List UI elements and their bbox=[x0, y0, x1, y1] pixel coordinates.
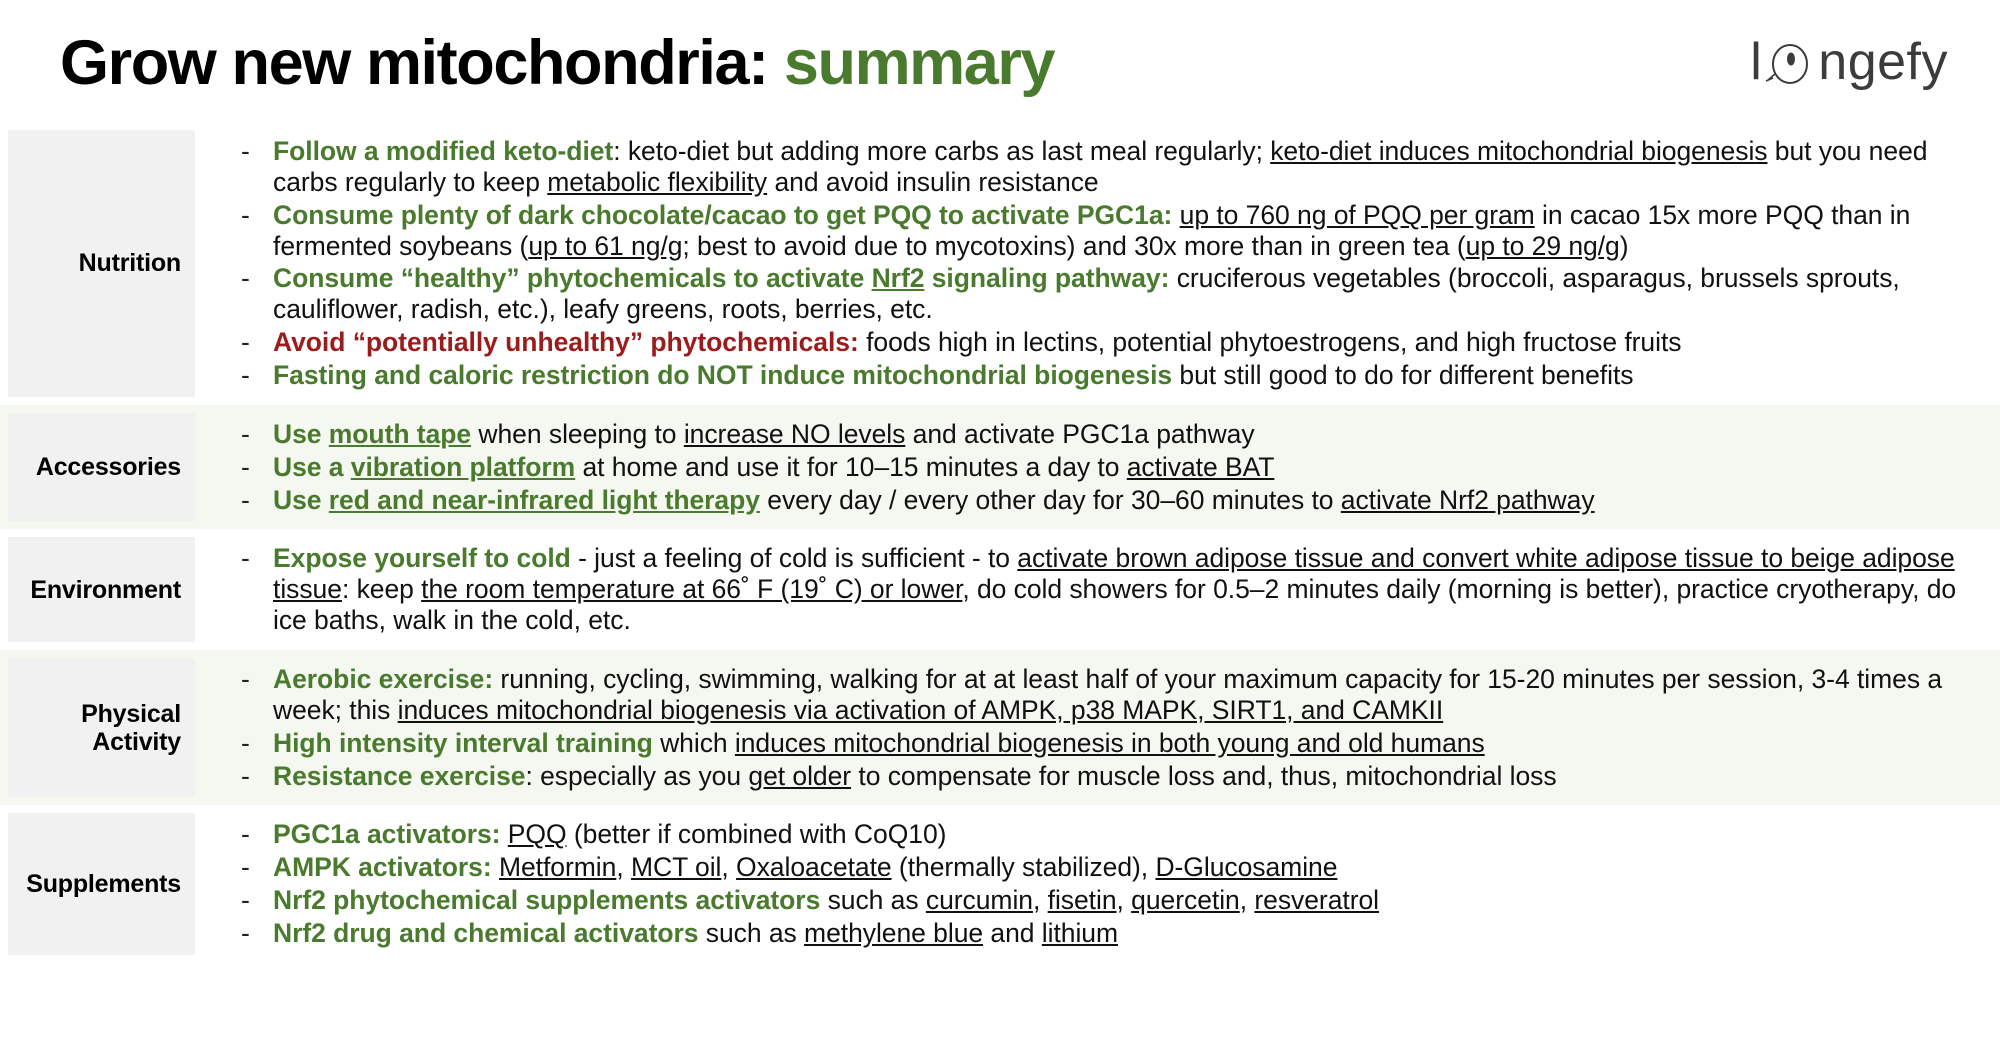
text-segment bbox=[500, 819, 507, 849]
text-segment[interactable]: up to 29 ng/g bbox=[1465, 230, 1620, 261]
text-segment[interactable]: Nrf2 bbox=[871, 263, 925, 294]
text-segment[interactable]: curcumin bbox=[925, 885, 1033, 916]
text-segment: at home and use it for 10–15 minutes a day to bbox=[575, 451, 1127, 482]
bullet-item-avoid bbox=[229, 327, 1984, 358]
bullet-item-keto bbox=[229, 136, 1984, 198]
text-segment: such as bbox=[820, 885, 926, 916]
section-content-cell bbox=[211, 650, 2000, 805]
text-segment[interactable]: up to 61 ng/g bbox=[528, 230, 683, 261]
text-segment bbox=[492, 852, 499, 882]
text-segment: (better if combined with CoQ10) bbox=[566, 819, 947, 850]
text-segment: in cacao 15x more PQQ than in fermented soybeans ( bbox=[273, 199, 1911, 261]
section-label: Accessories bbox=[35, 453, 181, 482]
bullet-item-resistance bbox=[229, 761, 1984, 792]
text-segment: Use bbox=[273, 484, 329, 515]
text-segment: , bbox=[1032, 885, 1048, 916]
text-segment: running, cycling, swimming, walking for at at least half of your maximum capacity for 15-20 minutes per session, 3-4 times a week; this bbox=[273, 664, 1943, 725]
text-segment: : keto-diet but adding more carbs as last meal regularly; bbox=[613, 136, 1271, 166]
bullet-item-cacao bbox=[229, 200, 1984, 262]
section-row bbox=[0, 529, 2000, 650]
text-segment: and bbox=[983, 918, 1042, 949]
text-segment: such as bbox=[698, 918, 805, 949]
section-label-cell bbox=[0, 405, 211, 530]
text-segment: Expose yourself to cold bbox=[273, 543, 571, 574]
text-segment[interactable]: the room temperature at 66˚ F (19˚ C) or lower bbox=[421, 574, 963, 605]
bullet-item-aerobic bbox=[229, 664, 1984, 726]
text-segment[interactable]: metabolic flexibility bbox=[547, 166, 768, 197]
bullet-item-fasting bbox=[229, 360, 1984, 391]
text-segment[interactable]: mouth tape bbox=[328, 418, 472, 449]
text-segment: Follow a modified keto-diet bbox=[273, 136, 614, 166]
section-label: Environment bbox=[30, 575, 181, 604]
section-label-cell bbox=[0, 529, 211, 650]
text-segment: Consume plenty of dark chocolate/cacao to get PQQ to activate PGC1a: bbox=[273, 199, 1173, 230]
text-segment[interactable]: induces mitochondrial biogenesis via activation of AMPK, p38 MAPK, SIRT1, and CAMKII bbox=[397, 694, 1444, 725]
text-segment[interactable]: induces mitochondrial biogenesis in both young and old humans bbox=[734, 727, 1485, 758]
text-segment: when sleeping to bbox=[471, 418, 684, 449]
page-title bbox=[60, 27, 1055, 98]
bullet-list bbox=[229, 136, 1984, 391]
text-segment: and activate PGC1a pathway bbox=[905, 418, 1255, 449]
text-segment[interactable]: activate Nrf2 pathway bbox=[1340, 484, 1595, 515]
text-segment: every day / every other day for 30–60 minutes to bbox=[759, 484, 1341, 515]
text-segment: but still good to do for different benefits bbox=[1172, 360, 1634, 391]
section-label-cell bbox=[0, 805, 211, 962]
section-content-cell bbox=[211, 122, 2000, 405]
text-segment[interactable]: red and near-infrared light therapy bbox=[328, 484, 760, 515]
text-segment[interactable]: up to 760 ng of PQQ per gram bbox=[1179, 199, 1535, 230]
text-segment[interactable]: increase NO levels bbox=[683, 418, 906, 449]
text-segment: signaling pathway: bbox=[924, 263, 1170, 294]
text-segment: PGC1a activators: bbox=[273, 819, 501, 850]
bullet-item-nrf2-drug bbox=[229, 918, 1984, 949]
text-segment[interactable]: get older bbox=[748, 760, 852, 791]
section-content-cell bbox=[211, 529, 2000, 650]
text-segment[interactable]: activate brown adipose tissue and convert white adipose tissue to beige adipose tissue bbox=[273, 543, 1955, 605]
text-segment: Use bbox=[273, 418, 329, 449]
text-segment[interactable]: resveratrol bbox=[1254, 885, 1380, 916]
text-segment[interactable]: vibration platform bbox=[350, 451, 576, 482]
text-segment: Aerobic exercise: bbox=[273, 664, 494, 695]
section-label-box bbox=[8, 537, 195, 642]
bullet-list bbox=[229, 543, 1984, 636]
bullet-item-nrf2-food bbox=[229, 263, 1984, 325]
summary-table bbox=[0, 122, 2000, 963]
section-row bbox=[0, 805, 2000, 962]
text-segment: ; best to avoid due to mycotoxins) and 30x more than in green tea ( bbox=[682, 230, 1466, 261]
text-segment[interactable]: methylene blue bbox=[804, 918, 984, 949]
section-label-cell bbox=[0, 122, 211, 405]
text-segment: , bbox=[1239, 885, 1255, 916]
text-segment[interactable]: PQQ bbox=[507, 819, 567, 850]
bullet-item-vibration-platform bbox=[229, 452, 1984, 483]
text-segment[interactable]: quercetin bbox=[1131, 885, 1240, 916]
section-row bbox=[0, 650, 2000, 805]
slide-header bbox=[0, 0, 2000, 122]
text-segment[interactable]: Oxaloacetate bbox=[736, 852, 892, 883]
text-segment: Fasting and caloric restriction do NOT induce mitochondrial biogenesis bbox=[273, 360, 1173, 391]
text-segment: cruciferous vegetables (broccoli, asparagus, brussels sprouts, cauliflower, radish, etc.), leafy greens, roots, berries, etc. bbox=[273, 263, 1900, 325]
section-label-cell bbox=[0, 650, 211, 805]
section-content-cell bbox=[211, 405, 2000, 530]
section-row bbox=[0, 405, 2000, 530]
text-segment[interactable]: D-Glucosamine bbox=[1155, 852, 1338, 883]
text-segment: Nrf2 drug and chemical activators bbox=[273, 918, 699, 949]
text-segment: , bbox=[616, 852, 631, 883]
bullet-item-cold-exposure bbox=[229, 543, 1984, 636]
section-row bbox=[0, 122, 2000, 405]
section-label-box bbox=[8, 813, 195, 954]
text-segment: foods high in lectins, potential phytoestrogens, and high fructose fruits bbox=[858, 327, 1682, 358]
text-segment: - just a feeling of cold is sufficient - to bbox=[570, 543, 1018, 574]
logo-prefix: l bbox=[1750, 33, 1763, 91]
page-title-main: Grow new mitochondria: bbox=[60, 27, 768, 98]
text-segment: , do cold showers for 0.5–2 minutes daily (morning is better), practice cryotherapy, do ice baths, walk in the cold, etc. bbox=[273, 574, 1957, 636]
text-segment: Avoid “potentially unhealthy” phytochemicals: bbox=[273, 327, 859, 358]
text-segment[interactable]: MCT oil bbox=[630, 852, 722, 883]
longefy-logo bbox=[1750, 34, 1948, 90]
bullet-list bbox=[229, 419, 1984, 516]
bullet-item-mouth-tape bbox=[229, 419, 1984, 450]
section-label-box bbox=[8, 658, 195, 797]
text-segment[interactable]: lithium bbox=[1041, 918, 1119, 949]
text-segment: : keep bbox=[341, 574, 422, 605]
text-segment: which bbox=[652, 727, 735, 758]
bullet-item-ampk bbox=[229, 852, 1984, 883]
page-title-accent: summary bbox=[783, 27, 1055, 98]
text-segment: High intensity interval training bbox=[273, 727, 653, 758]
bullet-item-nrf2-phyto bbox=[229, 885, 1984, 916]
text-segment: Use a bbox=[273, 451, 351, 482]
logo-suffix: ngefy bbox=[1818, 33, 1948, 91]
section-label: Physical Activity bbox=[81, 699, 181, 756]
text-segment: and avoid insulin resistance bbox=[767, 166, 1099, 197]
section-content-cell bbox=[211, 805, 2000, 962]
bullet-item-hiit bbox=[229, 728, 1984, 759]
bullet-item-light-therapy bbox=[229, 485, 1984, 516]
text-segment[interactable]: Metformin bbox=[498, 852, 617, 883]
section-label: Nutrition bbox=[78, 249, 181, 278]
text-segment: to compensate for muscle loss and, thus, mitochondrial loss bbox=[851, 760, 1557, 791]
bullet-list bbox=[229, 664, 1984, 791]
text-segment[interactable]: activate BAT bbox=[1126, 451, 1275, 482]
text-segment: , bbox=[1116, 885, 1132, 916]
text-segment: AMPK activators: bbox=[273, 852, 492, 883]
section-label-box bbox=[8, 130, 195, 397]
section-label: Supplements bbox=[26, 870, 181, 899]
bullet-list bbox=[229, 819, 1984, 948]
text-segment: , bbox=[721, 852, 737, 883]
text-segment: (thermally stabilized), bbox=[891, 852, 1156, 883]
text-segment: ) bbox=[1619, 230, 1629, 261]
bullet-item-pgc1a bbox=[229, 819, 1984, 850]
text-segment: Nrf2 phytochemical supplements activators bbox=[273, 885, 821, 916]
text-segment: Consume “healthy” phytochemicals to activate bbox=[273, 263, 872, 294]
logo-eye-icon bbox=[1762, 34, 1818, 90]
section-label-box bbox=[8, 413, 195, 522]
text-segment[interactable]: keto-diet induces mitochondrial biogenesis bbox=[1270, 136, 1768, 166]
text-segment: Resistance exercise bbox=[273, 760, 526, 791]
text-segment bbox=[1172, 200, 1179, 230]
text-segment: but you need carbs regularly to keep bbox=[273, 136, 1928, 197]
text-segment[interactable]: fisetin bbox=[1047, 885, 1117, 916]
text-segment: : especially as you bbox=[525, 760, 749, 791]
